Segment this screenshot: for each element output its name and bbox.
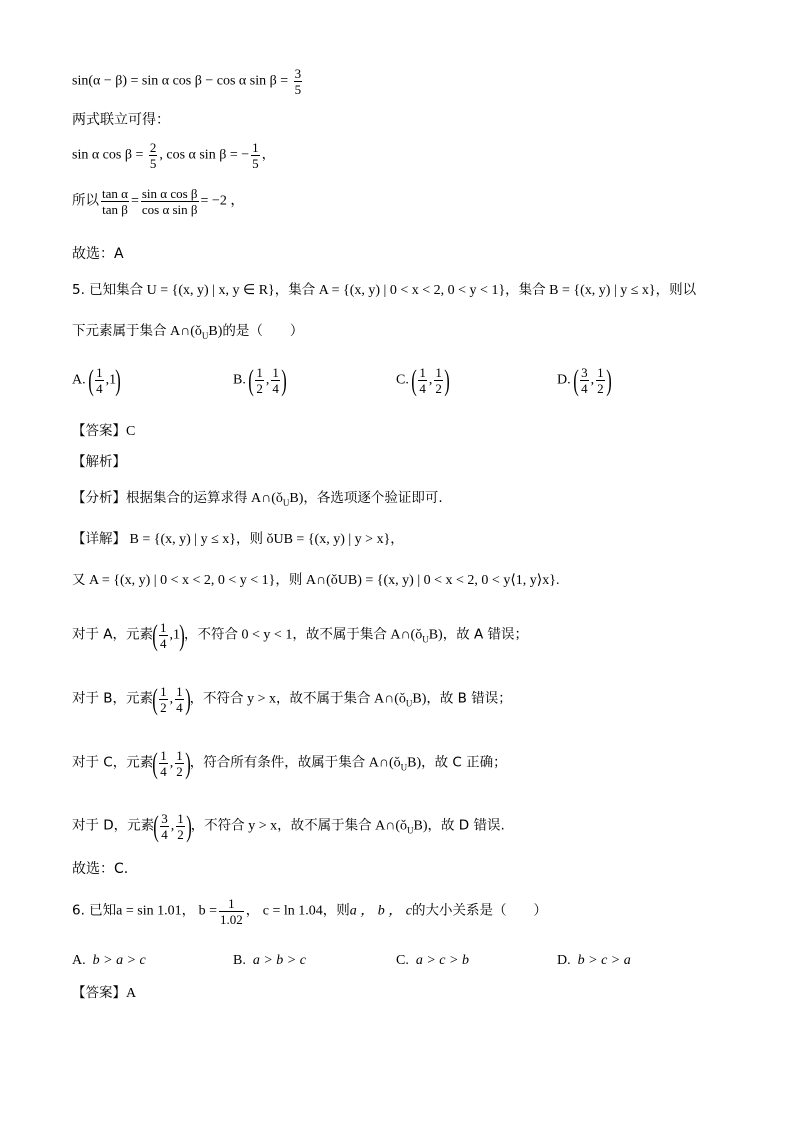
expression: A∩(ǒ (390, 627, 423, 643)
def-a: a = sin 1.01 (116, 903, 182, 919)
numerator: 1 (228, 896, 235, 911)
q5-fenxi (72, 489, 443, 512)
expression: B) (289, 491, 304, 506)
expression: B) (413, 818, 428, 834)
q5-analysis-tag: 【解析】 (72, 454, 126, 470)
q6-choice-d[interactable] (557, 953, 631, 969)
text: ，故 C 正确； (421, 754, 507, 771)
q5-check-c: 对于 C，元素( $\frac{1}{4}$ , $\frac{1}{2}$ )，符合所有条件，故属于集合 $A\cap(ǒ_UB)$，故 C 正确； (72, 746, 507, 780)
denominator: 4 (581, 381, 588, 396)
text: 所以 (72, 192, 99, 209)
denominator: 4 (419, 381, 426, 396)
subscript: U (405, 698, 413, 709)
text: ，不符合 (184, 626, 239, 643)
denominator: 2 (177, 827, 184, 842)
set-b: B = {(x, y) | y ≤ x} (549, 283, 656, 298)
q5-choice-b[interactable]: B. ( $\frac{1}{2}$ , $\frac{1}{4}$ ) (233, 363, 287, 397)
denominator: 2 (435, 381, 442, 396)
denominator: 2 (256, 381, 263, 396)
formula-sin-diff (72, 66, 304, 97)
text: 的大小关系是（ ） (412, 902, 547, 919)
formula-tan-ratio (72, 186, 244, 217)
numerator: 1 (597, 365, 604, 380)
text: 下元素属于集合 (72, 323, 167, 339)
expression: B) (412, 691, 427, 707)
denominator: 4 (160, 764, 167, 779)
text: ，故 A 错误； (442, 626, 529, 643)
choice-text: b > c > a (577, 953, 631, 968)
fraction (101, 186, 129, 217)
subscript: U (422, 634, 429, 645)
expression: A∩(ǒ (368, 755, 401, 771)
answer-line: 故选：A (72, 246, 124, 262)
denominator: cos α sin β (141, 202, 198, 217)
q5-detail-2 (72, 571, 559, 590)
detail-tag: 【详解】 (72, 531, 126, 547)
choice-label: D. (557, 953, 571, 968)
set-u: U = {(x, y) | x, y ∈ R} (146, 283, 275, 298)
choice-label: B. (233, 953, 246, 968)
denominator: 5 (294, 82, 302, 97)
condition: y > x (248, 818, 278, 834)
expression: A∩(ǒ (373, 691, 406, 707)
text: ，则 (235, 531, 263, 547)
text: ，故 B 错误； (426, 690, 512, 707)
coordinate: ,1 (169, 627, 181, 643)
numerator: 1 (160, 748, 167, 763)
text: ，故不属于集合 (277, 817, 372, 834)
formula-results (72, 140, 275, 171)
text: 对于 B，元素 (72, 690, 154, 707)
text: . (555, 573, 560, 588)
answer-tag: 【答案】 (72, 423, 126, 439)
q5-detail-1 (72, 530, 404, 549)
expression: B) (407, 755, 422, 771)
denominator: 5 (149, 156, 157, 171)
expression: B) (208, 324, 223, 339)
numerator: 1 (96, 365, 103, 380)
text: ，集合 (505, 282, 546, 298)
set-b: B = {(x, y) | y ≤ x} (129, 532, 236, 547)
text: 根据集合的运算求得 (126, 490, 248, 506)
text: 的是（ ） (222, 323, 304, 339)
denominator: 4 (272, 381, 279, 396)
numerator: 1 (176, 684, 183, 699)
equals: = (130, 193, 139, 209)
condition: y > x (247, 691, 276, 707)
choice-label: A. (72, 372, 86, 388)
punctuation: ， (261, 146, 276, 163)
fraction (141, 186, 199, 217)
q5-choice-d[interactable]: D. ( $\frac{3}{4}$ , $\frac{1}{2}$ ) (557, 363, 612, 397)
text: ，则 (275, 572, 303, 588)
formula-part: = −2 ， (200, 193, 245, 209)
q5-check-b: 对于 B，元素( $\frac{1}{2}$ , $\frac{1}{4}$ )，不符合 y > x，故不属于集合 $A\cap(ǒ_UB)$，故 B 错误； (72, 682, 512, 716)
text: ，则 (322, 902, 350, 919)
q6-choice-a[interactable] (72, 953, 146, 969)
numerator: 1 (256, 365, 263, 380)
text: ， (181, 902, 196, 919)
text: ，符合所有条件，故属于集合 (189, 754, 366, 771)
q5-stem-line2 (72, 322, 303, 345)
variables: a ， b ， c (349, 903, 412, 919)
numerator: 1 (435, 365, 442, 380)
numerator: 1 (176, 748, 183, 763)
coordinate: ,1 (105, 372, 117, 388)
denominator: 2 (176, 764, 183, 779)
fraction (294, 66, 303, 97)
text: ，不符合 (190, 817, 245, 834)
q5-choice-a[interactable]: A. ( $\frac{1}{4}$ ,1) (72, 363, 121, 397)
text: 6. 已知 (72, 902, 117, 919)
numerator: 1 (160, 684, 167, 699)
expression: A∩(ǒ (170, 324, 202, 339)
answer-value: C (126, 424, 136, 439)
numerator: sin α cos β (141, 186, 198, 201)
q5-check-d: 对于 D，元素( $\frac{3}{4}$ , $\frac{1}{2}$ )，不符合 y > x，故不属于集合 $A\cap(ǒ_UB)$，故 D 错误. (72, 809, 505, 843)
numerator: 1 (177, 811, 184, 826)
def-b: b = (198, 903, 218, 919)
numerator: 1 (419, 365, 426, 380)
denominator: 4 (160, 636, 167, 651)
numerator: 2 (149, 140, 157, 155)
choice-text: a > b > c (252, 953, 306, 968)
choice-text: b > a > c (92, 953, 146, 968)
text: ，故 D 错误. (427, 817, 505, 834)
condition: 0 < y < 1 (241, 627, 293, 643)
formula-lhs: sin(α − β) = sin α cos β − cos α sin β = (72, 73, 289, 89)
text: ， (390, 531, 404, 547)
set-a: A = {(x, y) | 0 < x < 2, 0 < y < 1} (318, 283, 506, 298)
choice-text: a > c > b (415, 953, 469, 968)
q5-choice-c[interactable]: C. ( $\frac{1}{4}$ , $\frac{1}{2}$ ) (396, 363, 450, 397)
denominator: 2 (160, 700, 167, 715)
numerator: tan α (102, 186, 128, 201)
numerator: 3 (581, 365, 588, 380)
text: ，故不属于集合 (275, 690, 371, 707)
formula-part: sin α cos β = (72, 147, 144, 163)
subscript: U (282, 497, 290, 508)
q6-choice-c[interactable] (396, 953, 469, 969)
text: 对于 A，元素 (72, 626, 154, 643)
q5-stem-line1 (72, 281, 696, 300)
text: 对于 C，元素 (72, 754, 154, 771)
text: ，集合 (274, 282, 316, 298)
expression: A∩(ǒ (375, 818, 407, 834)
text: 对于 D，元素 (72, 817, 155, 834)
choice-label: C. (396, 372, 409, 388)
q5-final: 故选：C. (72, 861, 129, 877)
denominator: 5 (252, 156, 259, 171)
q5-check-a: 对于 A，元素( $\frac{1}{4}$ ,1)，不符合 0 < y < 1，故不属于集合 $A\cap(ǒ_UB)$，故 A 错误； (72, 618, 529, 652)
def-c: c = ln 1.04 (262, 903, 323, 919)
choice-label: C. (396, 953, 409, 968)
q6-answer (72, 984, 136, 1003)
numerator: 1 (252, 140, 259, 155)
expression: A∩(ǒ (251, 491, 283, 506)
subscript: U (201, 330, 209, 341)
choice-label: A. (72, 953, 86, 968)
set-a: A = {(x, y) | 0 < x < 2, 0 < y < 1} (89, 573, 276, 588)
subscript: U (400, 762, 408, 773)
answer-value: A (126, 986, 137, 1001)
text-line: 两式联立可得： (72, 112, 170, 128)
q5-answer (72, 422, 135, 441)
choice-label: D. (557, 372, 571, 388)
text: 又 (72, 572, 86, 588)
denominator: 2 (597, 381, 604, 396)
denominator: 4 (176, 700, 183, 715)
text: ， (245, 902, 260, 919)
q6-choice-b[interactable] (233, 953, 306, 969)
denominator: 4 (161, 827, 168, 842)
text: ，则以 (655, 282, 697, 298)
numerator: 1 (160, 620, 167, 635)
denominator: 4 (96, 381, 103, 396)
denominator: tan β (102, 202, 128, 217)
text: ，不符合 (189, 690, 244, 707)
intersection-result: A∩(ǒUB) = {(x, y) | 0 < x < 2, 0 < y⟨1, y⟩x} (305, 573, 556, 588)
q6-stem (72, 896, 547, 927)
expression: B) (428, 627, 443, 643)
text: ，故不属于集合 (292, 626, 387, 643)
choice-label: B. (233, 372, 246, 388)
numerator: 3 (294, 66, 302, 81)
fraction (149, 140, 158, 171)
answer-tag: 【答案】 (72, 985, 126, 1001)
text: 5. 已知集合 (72, 282, 144, 298)
fenxi-tag: 【分析】 (72, 490, 126, 506)
denominator: 1.02 (220, 912, 243, 927)
numerator: 1 (272, 365, 279, 380)
fraction (251, 140, 260, 171)
complement-b: ǒUB = {(x, y) | y > x} (266, 532, 391, 547)
numerator: 3 (161, 811, 168, 826)
subscript: U (406, 825, 414, 836)
formula-part: , cos α sin β = − (159, 147, 250, 163)
text: ，各选项逐个验证即可. (303, 490, 443, 506)
